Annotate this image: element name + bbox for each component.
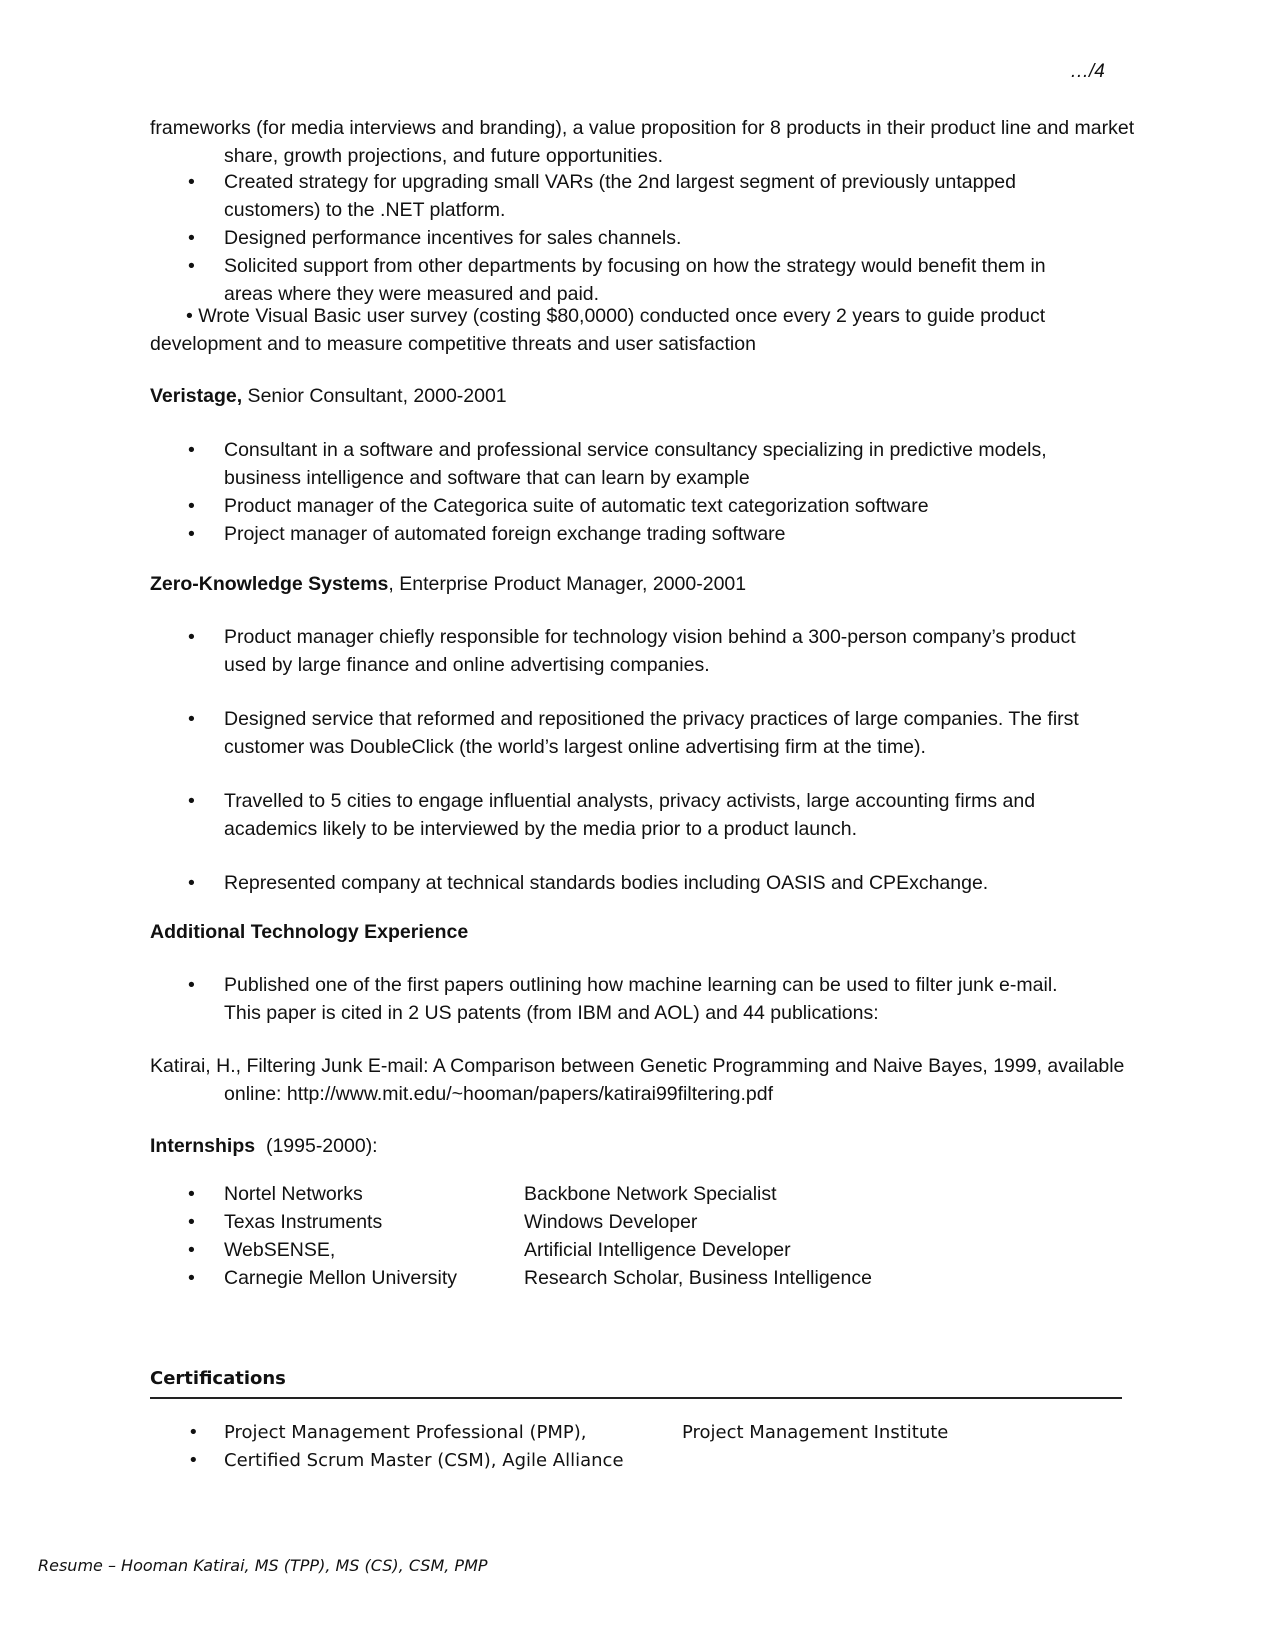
zks-bullet-list (150, 623, 1090, 897)
list-item: • Designed performance incentives for sales channels. (150, 224, 1090, 252)
list-item (150, 1419, 1090, 1447)
bullet-icon: • (188, 626, 195, 648)
internships-list (150, 1180, 1090, 1292)
list-item: • Product manager of the Categorica suite of automatic text categorization software (150, 492, 1090, 520)
bullet-icon: • (188, 1450, 199, 1471)
bullet-icon: • (188, 227, 195, 249)
company-name: Veristage, (150, 385, 243, 407)
list-item: • Created strategy for upgrading small VARs (the 2nd largest segment of previously untapped customers) to the .NET platform. (150, 168, 1090, 224)
intern-org: Nortel Networks (224, 1183, 363, 1205)
additional-experience-heading: Additional Technology Experience (150, 921, 469, 943)
bullet-icon: • (188, 790, 195, 812)
bullet-icon: • (188, 974, 195, 996)
intern-role: Windows Developer (524, 1211, 698, 1233)
list-item: • Project manager of automated foreign exchange trading software (150, 520, 1090, 548)
intern-org: Texas Instruments (224, 1211, 383, 1233)
bullet-icon: • (188, 439, 195, 461)
page-number: …/4 (1070, 61, 1105, 82)
table-row (150, 1236, 1090, 1264)
intern-role: Artificial Intelligence Developer (524, 1239, 791, 1261)
survey-paragraph: • Wrote Visual Basic user survey (costing $80,0000) conducted once every 2 years to guide product development and to measure competitive threats and user satisfaction (150, 305, 1046, 355)
bullet-icon: • (188, 1267, 195, 1289)
bullet-icon: • (188, 495, 195, 517)
company-name: Zero-Knowledge Systems (150, 573, 389, 595)
list-item: • Represented company at technical standards bodies including OASIS and CPExchange. (150, 869, 1090, 897)
job-role: Senior Consultant, 2000-2001 (242, 385, 507, 407)
cert-name: Project Management Professional (PMP), (224, 1422, 587, 1443)
section-divider (150, 1397, 1122, 1399)
list-item: • Consultant in a software and professional service consultancy specializing in predictive models, business intelligence and software that can learn by example (150, 436, 1090, 492)
table-row (150, 1208, 1090, 1236)
list-item: • Travelled to 5 cities to engage influential analysts, privacy activists, large accounting firms and academics likely to be interviewed by the media prior to a product launch. (150, 787, 1090, 843)
list-item: • Solicited support from other departments by focusing on how the strategy would benefit them in areas where they were measured and paid. (150, 252, 1090, 308)
bullet-icon: • (188, 708, 195, 730)
page-footer: Resume – Hooman Katirai, MS (TPP), MS (CS), CSM, PMP (38, 1556, 488, 1575)
list-item: • Designed service that reformed and repositioned the privacy practices of large companies. The first customer was DoubleClick (the world’s largest online advertising firm at the time). (150, 705, 1090, 761)
bullet-icon: • (188, 523, 195, 545)
job-heading-veristage (150, 382, 507, 410)
bullet-icon: • (188, 255, 195, 277)
bullet-icon: • (188, 171, 195, 193)
veristage-bullet-list (150, 436, 1090, 548)
job-role: , Enterprise Product Manager, 2000-2001 (388, 573, 747, 595)
intern-role: Research Scholar, Business Intelligence (524, 1267, 872, 1289)
list-item (150, 1447, 1090, 1475)
list-item: • Product manager chiefly responsible for technology vision behind a 300-person company’s product used by large finance and online advertising companies. (150, 623, 1090, 679)
intern-org: Carnegie Mellon University (224, 1267, 458, 1289)
certifications-list (150, 1419, 1090, 1475)
job-heading-zks (150, 570, 746, 598)
cert-name: Certified Scrum Master (CSM), Agile Alliance (224, 1450, 624, 1471)
intern-org: WebSENSE, (224, 1239, 336, 1261)
continuation-paragraph: frameworks (for media interviews and branding), a value proposition for 8 products in their product line and market share, growth projections, and future opportunities. (150, 117, 1135, 167)
bullet-icon: • (188, 1239, 195, 1261)
additional-bullet-list (150, 971, 1090, 1027)
publication-citation: Katirai, H., Filtering Junk E-mail: A Comparison between Genetic Programming and Naive Bayes, 1999, available online: http://www.mit.edu/~hooman/papers/katirai99filtering.pdf (150, 1055, 1125, 1105)
bullet-icon: • (188, 1422, 199, 1443)
bullet-icon: • (188, 1183, 195, 1205)
bullet-icon: • (188, 1211, 195, 1233)
internships-heading: Internships (1995-2000): (150, 1135, 378, 1157)
list-item: • Published one of the first papers outlining how machine learning can be used to filter junk e-mail. This paper is cited in 2 US patents (from IBM and AOL) and 44 publications: (150, 971, 1090, 1027)
cert-issuer: Project Management Institute (682, 1422, 949, 1443)
table-row (150, 1264, 1090, 1292)
bullet-icon: • (188, 872, 195, 894)
intro-bullet-list (150, 168, 1090, 308)
intern-role: Backbone Network Specialist (524, 1183, 777, 1205)
certifications-heading: Certifications (150, 1368, 286, 1389)
table-row (150, 1180, 1090, 1208)
